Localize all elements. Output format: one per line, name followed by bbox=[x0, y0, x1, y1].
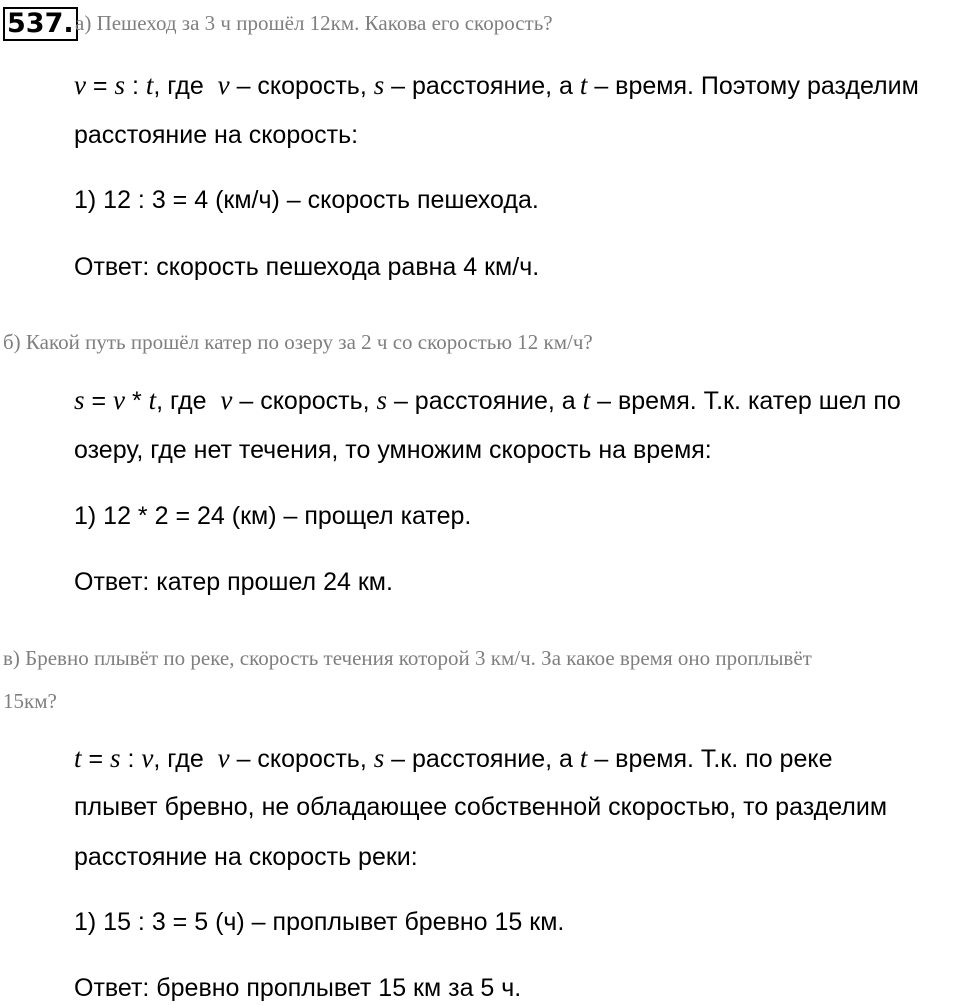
solution-a-line2: расстояние на скорость: bbox=[74, 121, 359, 149]
solution-c-line2: плывет бревно, не обладающее собственной скоростью, то разделим bbox=[74, 793, 888, 821]
answer-c: Ответ: бревно проплывет 15 км за 5 ч. bbox=[74, 974, 522, 1002]
solution-b-line1 bbox=[74, 385, 901, 416]
text: = bbox=[84, 387, 114, 415]
text: – время. Поэтому разделим bbox=[587, 72, 919, 100]
solution-b-line2: озеру, где нет течения, то умножим скорость на время: bbox=[74, 436, 712, 464]
question-c-line1: в) Бревно плывёт по реке, скорость течения которой 3 км/ч. За какое время оно проплывёт bbox=[3, 646, 812, 670]
var-v: v bbox=[141, 743, 154, 773]
text: = bbox=[81, 745, 111, 773]
text: – расстояние, а bbox=[384, 72, 580, 100]
var-t: t bbox=[145, 70, 154, 100]
solution-a-step1: 1) 12 : 3 = 4 (км/ч) – скорость пешехода. bbox=[74, 186, 539, 214]
var-v: v bbox=[113, 385, 125, 415]
text: , где bbox=[153, 745, 211, 773]
question-c-line2: 15км? bbox=[3, 689, 57, 713]
solution-c-step1: 1) 15 : 3 = 5 (ч) – проплывет бревно 15 км. bbox=[74, 908, 565, 936]
text: = bbox=[85, 72, 115, 100]
var-t: t bbox=[74, 743, 82, 773]
var-s: s bbox=[376, 385, 388, 415]
text: : bbox=[120, 745, 142, 773]
solution-a-line1 bbox=[74, 70, 919, 101]
var-s: s bbox=[373, 743, 385, 773]
answer-b: Ответ: катер прошел 24 км. bbox=[74, 568, 393, 596]
var-s: s bbox=[74, 385, 85, 415]
solution-c-line1 bbox=[74, 743, 832, 774]
text: : bbox=[125, 72, 146, 100]
question-b: б) Какой путь прошёл катер по озеру за 2 ч со скоростью 12 км/ч? bbox=[3, 330, 593, 354]
text: – время. Т.к. по реке bbox=[587, 745, 833, 773]
text: – расстояние, а bbox=[384, 745, 580, 773]
var-s: s bbox=[114, 70, 125, 100]
var-v: v bbox=[74, 70, 86, 100]
var-t: t bbox=[148, 385, 157, 415]
var-t: t bbox=[579, 743, 588, 773]
var-s: s bbox=[373, 70, 385, 100]
text: – скорость, bbox=[232, 387, 377, 415]
text: * bbox=[125, 387, 149, 415]
text: – скорость, bbox=[229, 72, 374, 100]
solution-c-line3: расстояние на скорость реки: bbox=[74, 843, 418, 871]
var-v: v bbox=[220, 385, 233, 415]
question-a: а) Пешеход за 3 ч прошёл 12км. Какова его скорость? bbox=[75, 11, 553, 35]
text: – скорость, bbox=[229, 745, 374, 773]
var-v: v bbox=[217, 70, 230, 100]
text: , где bbox=[156, 387, 214, 415]
var-t: t bbox=[582, 385, 591, 415]
var-t: t bbox=[579, 70, 588, 100]
text: – время. Т.к. катер шел по bbox=[590, 387, 901, 415]
answer-a: Ответ: скорость пешехода равна 4 км/ч. bbox=[74, 253, 540, 281]
var-v: v bbox=[217, 743, 230, 773]
text: – расстояние, а bbox=[387, 387, 583, 415]
text: , где bbox=[153, 72, 211, 100]
var-s: s bbox=[110, 743, 121, 773]
solution-b-step1: 1) 12 * 2 = 24 (км) – прощел катер. bbox=[74, 502, 472, 530]
task-number: 537. bbox=[3, 7, 78, 41]
